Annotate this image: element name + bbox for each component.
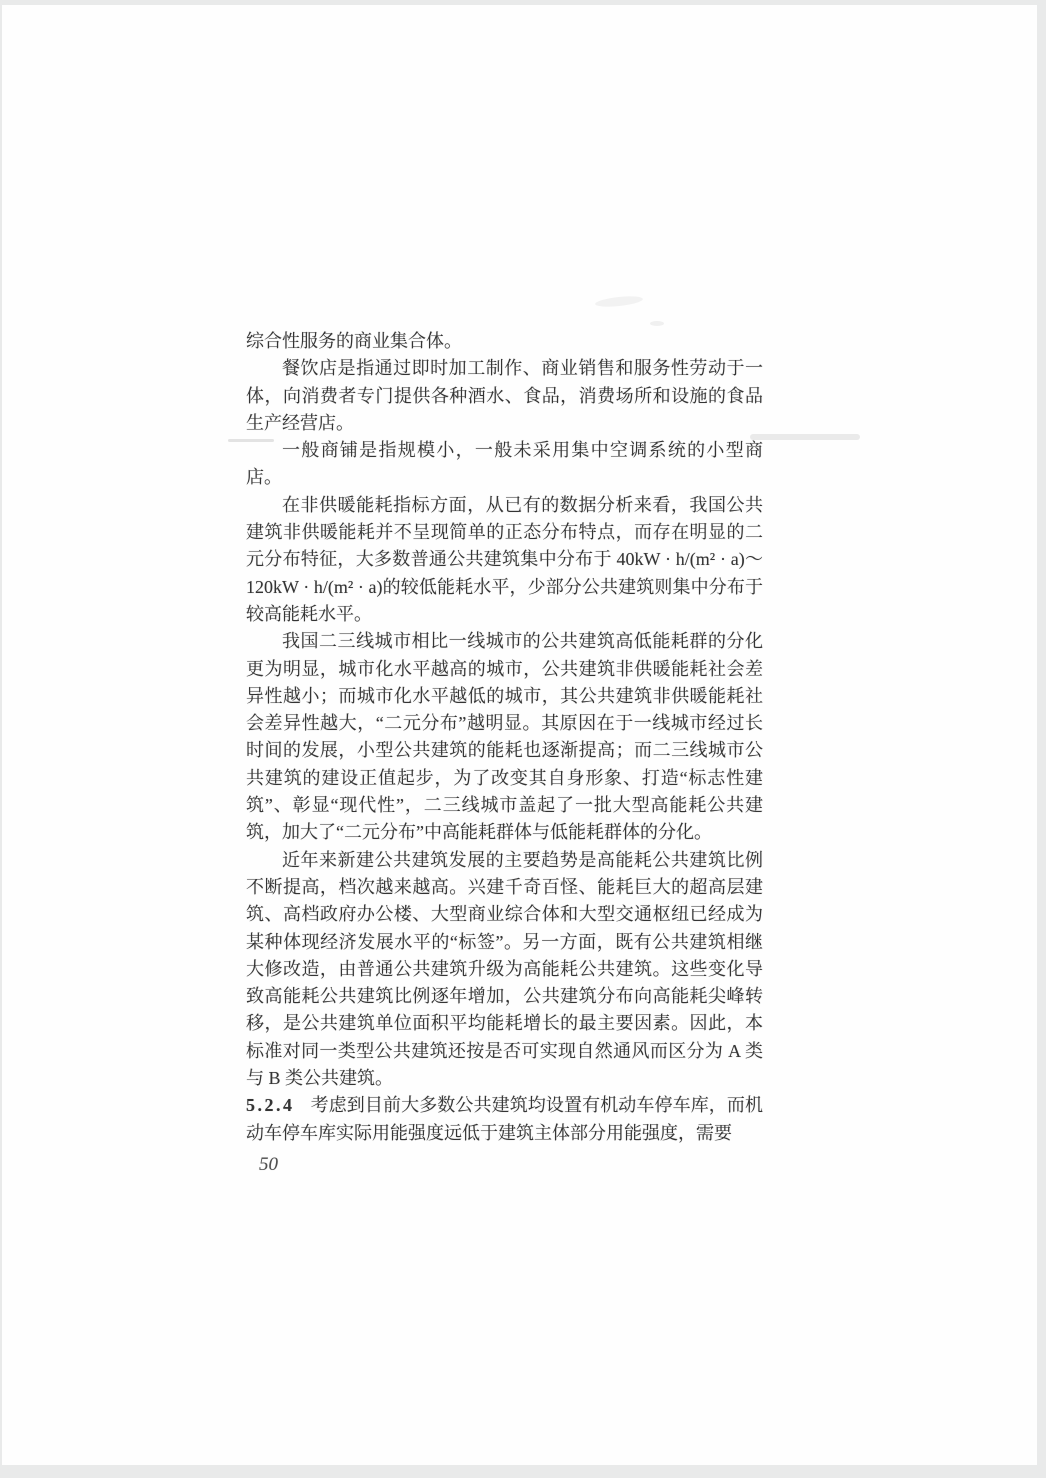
clause-paragraph xyxy=(246,1092,763,1147)
page-text-block xyxy=(246,328,763,1147)
scan-artifact xyxy=(650,321,664,326)
scan-artifact xyxy=(750,434,860,440)
paragraph-text: 一般商铺是指规模小，一般未采用集中空调系统的小型商店。 xyxy=(246,440,763,488)
paragraph xyxy=(246,628,763,846)
paragraph xyxy=(246,847,763,1093)
page-number: 50 xyxy=(259,1154,278,1175)
paragraph-text: 我国二三线城市相比一线城市的公共建筑高低能耗群的分化更为明显，城市化水平越高的城市，公共建筑非供暖能耗社会差异性越小；而城市化水平越低的城市，其公共建筑非供暖能耗社会差异性越大，“二元分布”越明显。其原因在于一线城市经过长时间的发展，小型公共建筑的能耗也逐渐提高；而二三线城市公共建筑的建设正值起步，为了改变其自身形象、打造“标志性建筑”、彰显“现代性”，二三线城市盖起了一批大型高能耗公共建筑，加大了“二元分布”中高能耗群体与低能耗群体的分化。 xyxy=(246,631,763,843)
paragraph-text: 考虑到目前大多数公共建筑均设置有机动车停车库，而机动车停车库实际用能强度远低于建筑主体部分用能强度，需要 xyxy=(246,1095,763,1143)
paragraph xyxy=(246,355,763,437)
paragraph-text: 近年来新建公共建筑发展的主要趋势是高能耗公共建筑比例不断提高，档次越来越高。兴建千奇百怪、能耗巨大的超高层建筑、高档政府办公楼、大型商业综合体和大型交通枢纽已经成为某种体现经济发展水平的“标签”。另一方面，既有公共建筑相继大修改造，由普通公共建筑升级为高能耗公共建筑。这些变化导致高能耗公共建筑比例逐年增加，公共建筑分布向高能耗尖峰转移，是公共建筑单位面积平均能耗增长的最主要因素。因此，本标准对同一类型公共建筑还按是否可实现自然通风而区分为 A 类与 B 类公共建筑。 xyxy=(246,849,763,1089)
scan-artifact xyxy=(595,295,644,309)
paragraph xyxy=(246,328,763,355)
document-page xyxy=(2,5,1037,1465)
paragraph xyxy=(246,492,763,628)
clause-number: 5.2.4 xyxy=(246,1095,295,1116)
paragraph-text: 在非供暖能耗指标方面，从已有的数据分析来看，我国公共建筑非供暖能耗并不呈现简单的正态分布特点，而存在明显的二元分布特征，大多数普通公共建筑集中分布于 40kW · h/(m² · a)～120kW · h/(m² · a)的较低能耗水平，少部分公共建筑则集中分布于较高能耗水平。 xyxy=(246,494,763,624)
paragraph xyxy=(246,437,763,492)
paragraph-text: 综合性服务的商业集合体。 xyxy=(246,331,462,351)
paragraph-text: 餐饮店是指通过即时加工制作、商业销售和服务性劳动于一体，向消费者专门提供各种酒水、食品，消费场所和设施的食品生产经营店。 xyxy=(246,358,763,433)
